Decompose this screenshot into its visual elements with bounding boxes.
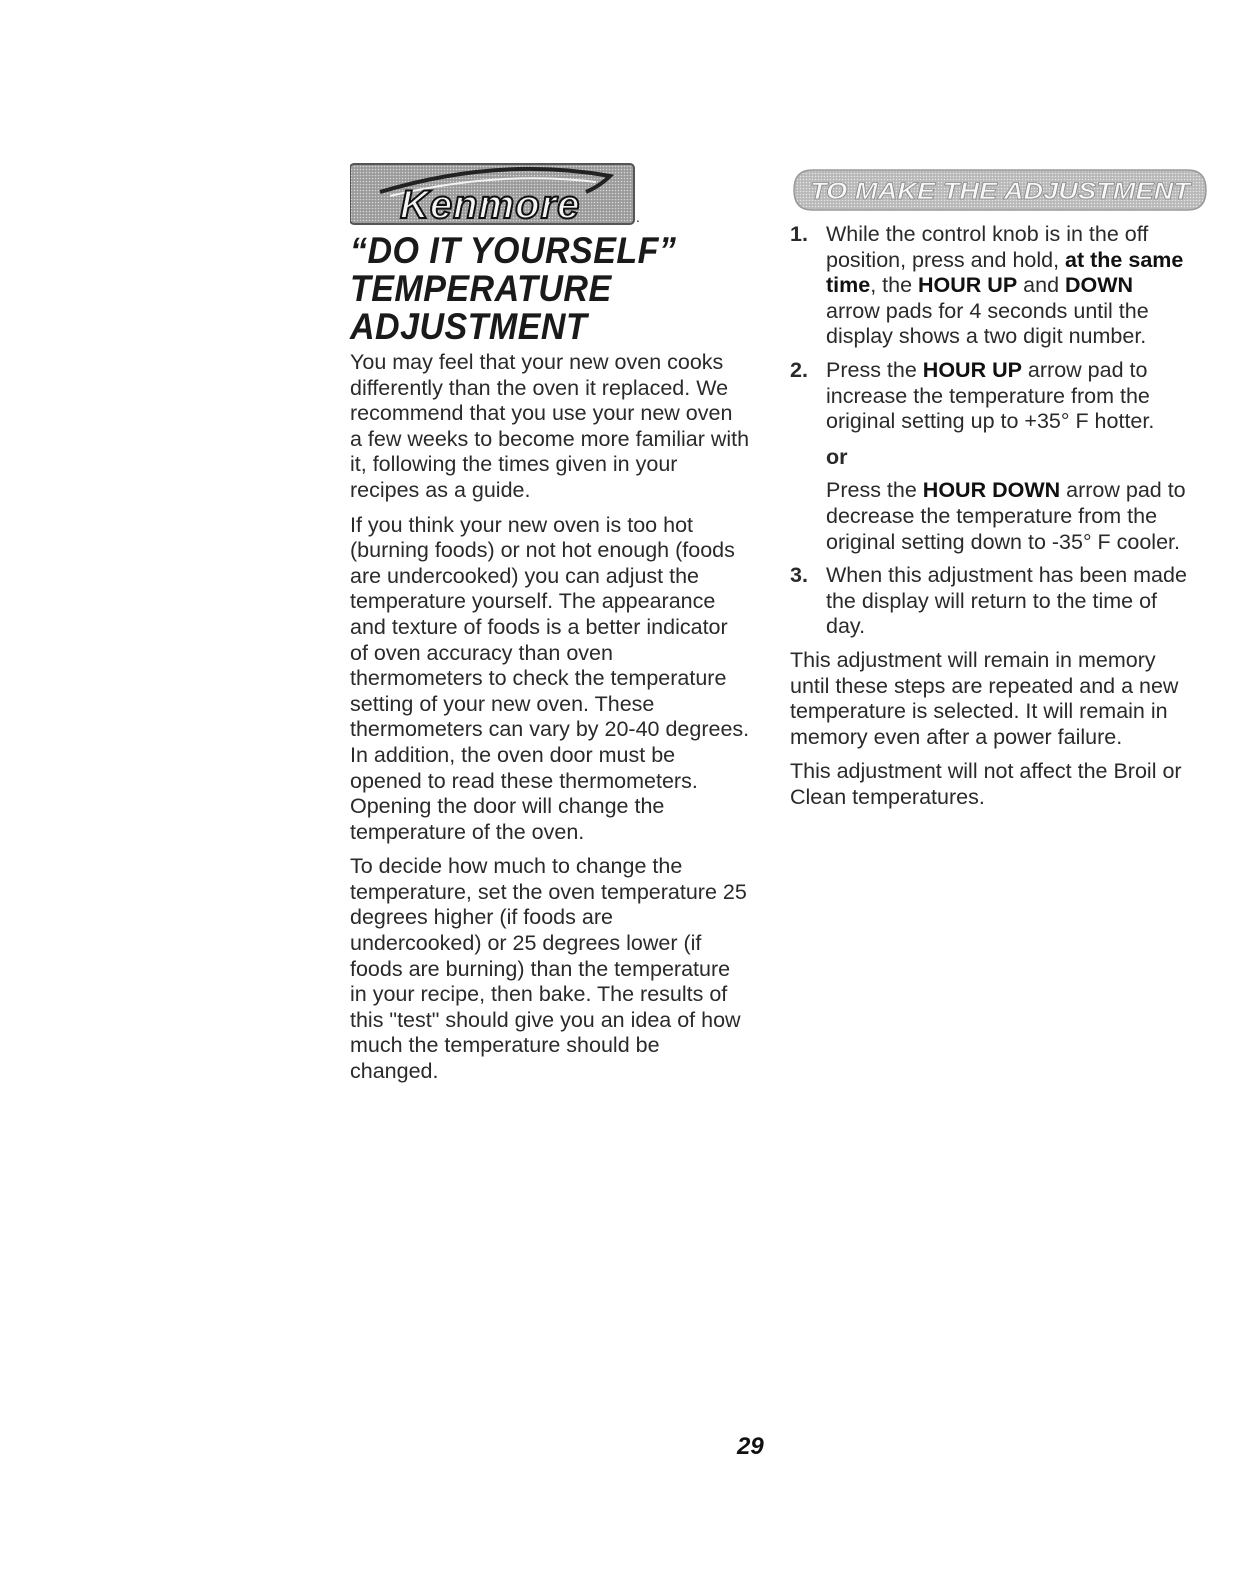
- step-1-text-c: and: [1017, 273, 1066, 298]
- step-1-text: [826, 222, 1190, 350]
- intro-section: [350, 350, 750, 1094]
- note-paragraph-1: This adjustment will remain in memory until these steps are repeated and a new temperature is selected. It will remain in memory even after a power failure.: [790, 647, 1179, 749]
- step-3: [790, 563, 1190, 640]
- step-2-text-d: arrow pad to decrease the temperature from the original setting down to -35° F cooler.: [826, 478, 1186, 554]
- step-1-bold-b: HOUR UP: [918, 273, 1018, 298]
- step-2-text-c: Press the: [826, 478, 923, 503]
- step-1-number: 1 .: [790, 222, 822, 248]
- section-banner-graphic: [790, 166, 1210, 214]
- step-2-number: 2 .: [790, 358, 822, 384]
- step-1-text-d: arrow pads for 4 seconds until the display shows a two digit number.: [826, 298, 1149, 349]
- step-3-number: 3 .: [790, 563, 822, 589]
- note-paragraph-2: This adjustment will not affect the Broil or Clean temperatures.: [790, 759, 1182, 809]
- intro-paragraph-1: You may feel that your new oven cooks differently than the oven it replaced. We recommend that you use your new oven a few weeks to become more familiar with it, following the times given in your recipes as a guide.: [350, 350, 750, 502]
- step-1: [790, 222, 1190, 350]
- intro-paragraph-3: To decide how much to change the temperature, set the oven temperature 25 degrees higher (if foods are undercooked) or 25 degrees lower (if foods are burning) than the temperature in your recipe, then bake. The results of this "test" should give you an idea of how much the temperature should be changed.: [350, 854, 747, 1084]
- step-2-or: or: [826, 444, 848, 469]
- kenmore-logo-period: .: [636, 209, 640, 225]
- step-1-text-b: , the: [870, 273, 919, 298]
- step-2-text: [826, 358, 1190, 435]
- kenmore-logo: [350, 162, 646, 226]
- step-2-text-a: Press the: [826, 357, 923, 382]
- page-number: 29: [737, 1433, 764, 1460]
- step-2-text-b: arrow pad to increase the temperature from the original setting up to +35° F hotter.: [826, 357, 1155, 434]
- instructions-section: [790, 222, 1190, 819]
- step-2: [790, 358, 1190, 555]
- title-line-2: TEMPERATURE: [350, 268, 612, 309]
- step-1-bold-a: at the same time: [826, 247, 1184, 298]
- section-banner: [790, 166, 1210, 214]
- step-2-alt-text: [826, 478, 1190, 555]
- step-1-text-a: While the control knob is in the off position, press and hold,: [826, 222, 1149, 272]
- title-line-1: “DO IT YOURSELF”: [350, 230, 677, 271]
- intro-paragraph-2: If you think your new oven is too hot (burning foods) or not hot enough (foods are undercooked) you can adjust the temperature yourself. The appearance and texture of foods is a better indicator of oven accuracy than oven thermometers to check the temperature setting of your new oven. These thermometers can vary by 20-40 degrees. In addition, the oven door must be opened to read these thermometers. Opening the door will change the temperature of the oven.: [350, 512, 750, 844]
- kenmore-logo-text: Kenmore: [400, 183, 581, 226]
- page-title: [350, 232, 736, 346]
- step-2-bold-b: HOUR DOWN: [922, 478, 1061, 503]
- step-2-bold-a: HOUR UP: [922, 357, 1022, 382]
- step-3-text: When this adjustment has been made the display will return to the time of day.: [826, 563, 1187, 639]
- section-banner-text: TO MAKE THE ADJUSTMENT: [810, 178, 1193, 205]
- title-line-3: ADJUSTMENT: [350, 306, 588, 347]
- steps-list: [790, 222, 1190, 640]
- kenmore-logo-graphic: [350, 162, 646, 226]
- step-1-bold-c: DOWN: [1065, 273, 1134, 298]
